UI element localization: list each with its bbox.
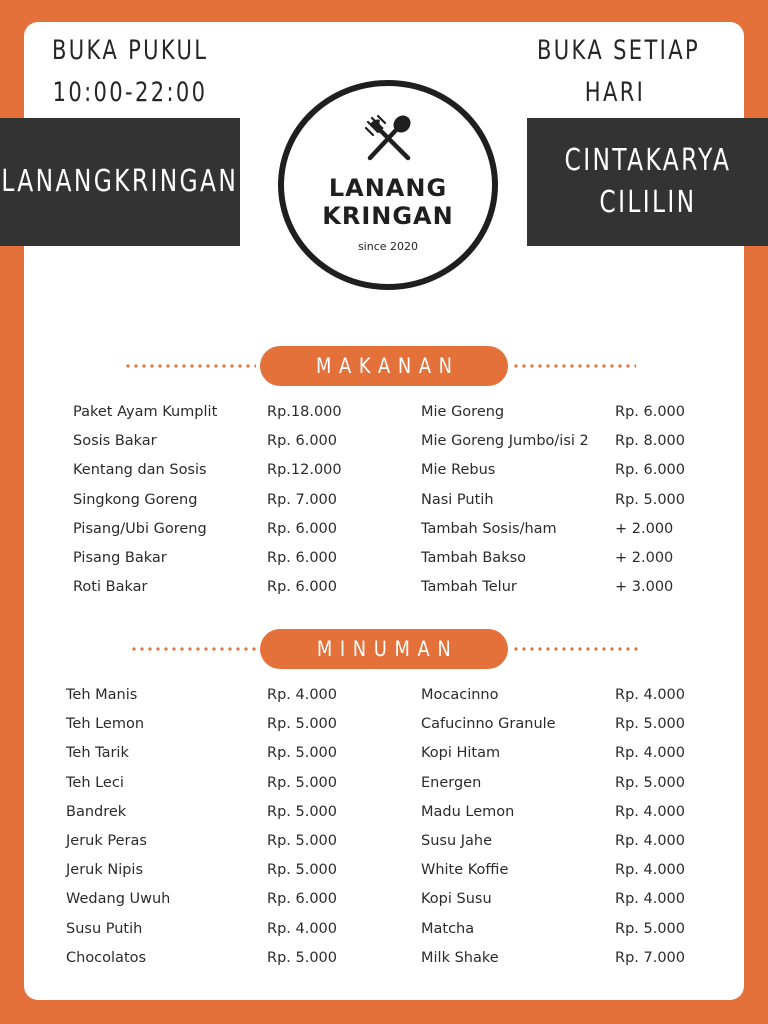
minuman-item-price: Rp. 5.000 [267, 774, 338, 791]
hours-label: BUKA PUKUL [52, 35, 209, 66]
makanan-item-price: Rp. 8.000 [615, 433, 686, 450]
minuman-item-price: Rp. 4.000 [615, 745, 686, 762]
makanan-item-price: Rp. 6.000 [615, 462, 686, 479]
minuman-item-name: Susu Jahe [421, 833, 493, 849]
makanan-item-name: Pisang/Ubi Goreng [73, 520, 207, 537]
hours-value: 10:00-22:00 [52, 77, 208, 108]
makanan-item-price: Rp.18.000 [267, 404, 342, 420]
minuman-item-price: Rp. 5.000 [267, 803, 338, 820]
opening-days [515, 30, 715, 114]
makanan-item-name: Mie Goreng [421, 404, 505, 420]
fork-spoon-crossed-icon [364, 114, 414, 162]
makanan-item-name: Tambah Bakso [421, 550, 527, 566]
location-line1: CINTAKARYA [564, 143, 731, 178]
makanan-item-price: Rp. 6.000 [267, 579, 338, 596]
minuman-item-name: Susu Putih [66, 920, 143, 937]
makanan-item-name: Pisang Bakar [73, 550, 167, 566]
makanan-item-name: Roti Bakar [73, 579, 148, 596]
makanan-item-price: + 3.000 [615, 579, 674, 596]
minuman-item-price: Rp. 4.000 [615, 833, 686, 849]
minuman-item-price: Rp. 5.000 [267, 862, 338, 879]
makanan-item-price: Rp. 6.000 [615, 404, 686, 420]
makanan-item-name: Mie Goreng Jumbo/isi 2 [421, 433, 589, 450]
makanan-item-name: Kentang dan Sosis [73, 462, 207, 479]
minuman-item-name: Teh Lemon [66, 716, 145, 733]
location-band [527, 118, 768, 246]
divider-dots-left [124, 364, 256, 368]
minuman-item-name: Bandrek [66, 803, 127, 820]
minuman-item-price: Rp. 4.000 [615, 687, 686, 703]
makanan-item-name: Nasi Putih [421, 491, 494, 508]
minuman-item-name: Chocolatos [66, 949, 147, 966]
minuman-item-price: Rp. 4.000 [615, 891, 686, 908]
minuman-pill [260, 629, 508, 669]
makanan-item-price: Rp.12.000 [267, 462, 342, 479]
minuman-item-name: Teh Manis [66, 687, 138, 703]
minuman-item-price: Rp. 4.000 [267, 920, 338, 937]
logo-title-line1: LANANG [328, 174, 448, 202]
location-line2: CILILIN [598, 185, 696, 220]
minuman-item-price: Rp. 5.000 [267, 745, 338, 762]
makanan-item-price: Rp. 6.000 [267, 520, 338, 537]
makanan-pill [260, 346, 508, 386]
minuman-item-price: Rp. 4.000 [267, 687, 338, 703]
minuman-item-price: Rp. 5.000 [615, 920, 686, 937]
makanan-item-price: + 2.000 [615, 550, 674, 566]
minuman-item-name: White Koffie [421, 862, 509, 879]
minuman-item-name: Teh Tarik [66, 745, 129, 762]
divider-dots-right [512, 647, 638, 651]
divider-dots-right [512, 364, 636, 368]
minuman-item-price: Rp. 5.000 [267, 716, 338, 733]
minuman-item-name: Madu Lemon [421, 803, 515, 820]
minuman-item-price: Rp. 4.000 [615, 803, 686, 820]
logo-since: since 2020 [357, 240, 419, 253]
minuman-item-price: Rp. 4.000 [615, 862, 686, 879]
minuman-item-name: Kopi Hitam [421, 745, 501, 762]
makanan-item-name: Singkong Goreng [73, 491, 198, 508]
days-label: BUKA SETIAP [537, 35, 701, 66]
makanan-item-name: Paket Ayam Kumplit [73, 404, 218, 420]
brand-name: LANANGKRINGAN [1, 164, 239, 199]
makanan-item-price: + 2.000 [615, 520, 674, 537]
makanan-header [0, 346, 768, 386]
makanan-item-name: Tambah Telur [421, 579, 517, 596]
opening-hours [30, 30, 230, 114]
minuman-item-price: Rp. 5.000 [267, 833, 338, 849]
makanan-item-price: Rp. 7.000 [267, 491, 338, 508]
minuman-item-price: Rp. 5.000 [615, 716, 686, 733]
makanan-item-name: Mie Rebus [421, 462, 496, 479]
makanan-item-name: Sosis Bakar [73, 433, 157, 450]
minuman-item-price: Rp. 5.000 [267, 949, 338, 966]
days-value: HARI [584, 77, 646, 108]
logo [278, 80, 498, 290]
minuman-item-name: Cafucinno Granule [421, 716, 556, 733]
minuman-item-name: Jeruk Peras [66, 833, 147, 849]
brand-band [0, 118, 240, 246]
minuman-title: MINUMAN [317, 637, 459, 661]
minuman-item-price: Rp. 5.000 [615, 774, 686, 791]
minuman-item-name: Teh Leci [66, 774, 124, 791]
minuman-item-price: Rp. 6.000 [267, 891, 338, 908]
divider-dots-left [130, 647, 256, 651]
makanan-item-price: Rp. 6.000 [267, 433, 338, 450]
minuman-item-name: Mocacinno [421, 687, 499, 703]
minuman-item-name: Jeruk Nipis [66, 862, 144, 879]
minuman-item-name: Matcha [421, 920, 475, 937]
minuman-header [0, 629, 768, 669]
makanan-item-price: Rp. 6.000 [267, 550, 338, 566]
logo-title-line2: KRINGAN [322, 202, 454, 230]
minuman-item-name: Energen [421, 774, 482, 791]
makanan-title: MAKANAN [315, 354, 460, 378]
makanan-item-name: Tambah Sosis/ham [421, 520, 557, 537]
minuman-item-name: Wedang Uwuh [66, 891, 171, 908]
minuman-item-price: Rp. 7.000 [615, 949, 686, 966]
minuman-item-name: Milk Shake [421, 949, 499, 966]
makanan-item-price: Rp. 5.000 [615, 491, 686, 508]
minuman-item-name: Kopi Susu [421, 891, 492, 908]
